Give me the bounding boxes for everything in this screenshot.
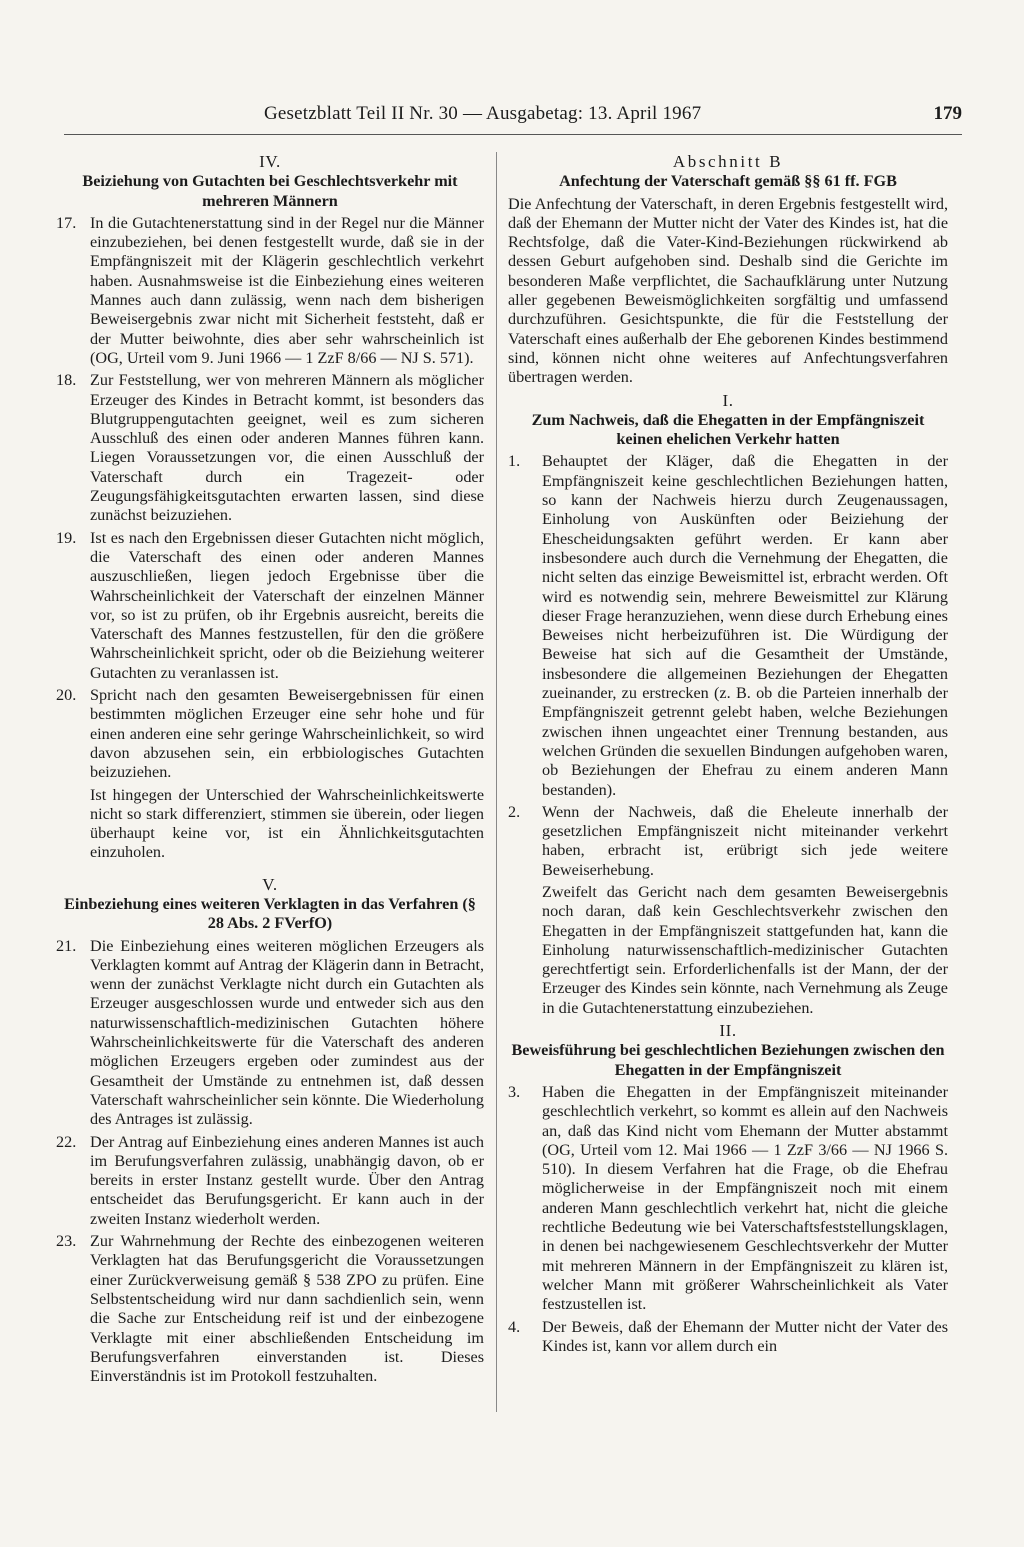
paragraph-text: Der Antrag auf Einbeziehung eines anderen Mannes ist auch im Berufungsverfahren zulässig, unabhängig davon, ob er bereits in erster Instanz gestellt wurde. Über den Antrag entscheidet das Berufungsgericht. Er kann auch in der zweiten Instanz wiederholt werden.	[90, 1132, 484, 1228]
paragraph-number: 20.	[56, 686, 77, 705]
paragraph-20	[56, 686, 484, 782]
section-numeral-ii: II.	[719, 1021, 737, 1041]
paragraph-number: 17.	[56, 213, 77, 232]
column-divider	[496, 152, 497, 1412]
paragraph-2	[508, 803, 948, 880]
paragraph-number: 4.	[508, 1317, 521, 1336]
paragraph-2-continuation: Zweifelt das Gericht nach dem gesamten Beweisergebnis noch daran, daß kein Geschlechtsverkehr zwischen den Ehegatten in der Empfängniszeit stattgefunden hat, kann die Einholung naturwissenschaftlich-medizinischer Gutachten gerechtfertigt sein. Erforderlichenfalls ist der Mann, der der Erzeuger des Kindes sein könnte, nach Vernehmung als Zeuge in die Gutachtenerstattung einzubeziehen.	[542, 882, 948, 1017]
section-b-intro: Die Anfechtung der Vaterschaft, in deren Ergebnis festgestellt wird, daß der Ehemann der Mutter nicht der Vater des Kindes ist, hat die Rechtsfolge, daß die Vater-Kind-Beziehungen rückwirkend ab dessen Geburt aufgehoben sind. Deshalb sind die Gerichte im besonderen Maße verpflichtet, die Sachaufklärung unter Nutzung aller gegebenen Beweismöglichkeiten sorgfältig und umfassend durchzuführen. Gesichtspunkte, die für die Feststellung der Vaterschaft eines außerhalb der Ehe geborenen Kindes bestimmend sind, können nicht ohne weiteres auf Anfechtungsverfahren übertragen werden.	[508, 194, 948, 387]
paragraph-21	[56, 937, 484, 1130]
paragraph-number: 3.	[508, 1082, 521, 1101]
paragraph-text: In die Gutachtenerstattung sind in der Regel nur die Männer einzubeziehen, bei denen festgestellt wurde, daß sie in der Empfängniszeit mit der Klägerin geschlechtlich verkehrt haben. Ausnahmsweise ist die Einbeziehung eines weiteren Mannes auch dann zulässig, wenn nach dem bisherigen Beweisergebnis zwar nicht mit Sicherheit feststeht, daß er der Mutter beiwohnte, dies aber sehr wahrscheinlich ist (OG, Urteil vom 9. Juni 1966 — 1 ZzF 8/66 — NJ S. 571).	[90, 213, 484, 367]
paragraph-4	[508, 1318, 948, 1357]
page-number: 179	[933, 103, 962, 124]
section-numeral-i: I.	[722, 390, 734, 410]
section-label-b: Abschnitt B	[672, 152, 784, 171]
paragraph-text: Zur Feststellung, wer von mehreren Männern als möglicher Erzeuger des Kindes in Betracht kommt, ist besonders das Blutgruppengutachten geeignet, weil es zum sicheren Ausschluß des einen oder anderen Mannes führen kann. Liegen Voraussetzungen vor, die einen Ausschluß der Vaterschaft durch ein Tragezeit- oder Zeugungsfähigkeitsgutachten erwarten lassen, sind diese zunächst beizuziehen.	[90, 371, 484, 525]
section-numeral-v: V.	[262, 874, 278, 894]
right-column	[508, 152, 948, 1359]
paragraph-18	[56, 371, 484, 525]
left-column	[56, 152, 484, 1389]
paragraph-number: 18.	[56, 371, 77, 390]
paragraph-17	[56, 214, 484, 368]
gazette-header-title: Gesetzblatt Teil II Nr. 30 — Ausgabetag: 13. April 1967	[264, 103, 702, 124]
paragraph-number: 22.	[56, 1132, 77, 1151]
paragraph-number: 1.	[508, 452, 521, 471]
paragraph-text: Der Beweis, daß der Ehemann der Mutter nicht der Vater des Kindes ist, kann vor allem durch ein	[542, 1317, 948, 1355]
section-heading-ii: Beweisführung bei geschlechtlichen Beziehungen zwischen den Ehegatten in der Empfängniszeit	[511, 1041, 945, 1079]
paragraph-3	[508, 1083, 948, 1315]
paragraph-number: 23.	[56, 1232, 77, 1251]
paragraph-number: 19.	[56, 528, 77, 547]
paragraph-text: Wenn der Nachweis, daß die Eheleute innerhalb der gesetzlichen Empfängniszeit nicht miteinander verkehrt haben, erbracht ist, erübrigt sich jede weitere Beweiserhebung.	[542, 802, 948, 879]
paragraph-19	[56, 529, 484, 683]
section-numeral-iv: IV.	[259, 152, 281, 171]
section-heading-b: Anfechtung der Vaterschaft gemäß §§ 61 ff. FGB	[559, 172, 897, 191]
section-heading-i: Zum Nachweis, daß die Ehegatten in der Empfängniszeit keinen ehelichen Verkehr hatten	[531, 410, 925, 449]
paragraph-20-continuation: Ist hingegen der Unterschied der Wahrscheinlichkeitswerte nicht so stark differenziert, stimmen sie überein, oder liegen überhaupt keine vor, ist ein Ähnlichkeitsgutachten einzuholen.	[90, 785, 484, 862]
section-heading-iv: Beiziehung von Gutachten bei Geschlechtsverkehr mit mehreren Männern	[82, 172, 458, 210]
section-heading-v: Einbeziehung eines weiteren Verklagten in das Verfahren (§ 28 Abs. 2 FVerfO)	[64, 894, 476, 933]
paragraph-text: Ist es nach den Ergebnissen dieser Gutachten nicht möglich, die Vaterschaft des einen oder anderen Mannes auszuschließen, liegen jedoch Ergebnisse über die Wahrscheinlichkeit der Vaterschaft der einzelnen Männer vor, so ist zu prüfen, ob ihr Ergebnis ausreicht, bereits die Vaterschaft des Mannes festzustellen, für den die größere Wahrscheinlichkeit spricht, oder ob die Beiziehung weiterer Gutachten zu veranlassen ist.	[90, 528, 484, 682]
paragraph-text: Spricht nach den gesamten Beweisergebnissen für einen bestimmten möglichen Erzeuger eine sehr hohe und für einen anderen eine sehr geringe Wahrscheinlichkeit, so wird davon abzusehen sein, ein erbbiologisches Gutachten beizuziehen.	[90, 686, 484, 782]
header-rule	[64, 134, 962, 135]
paragraph-number: 2.	[508, 802, 521, 821]
paragraph-number: 21.	[56, 936, 77, 955]
page-header	[64, 103, 962, 133]
paragraph-22	[56, 1133, 484, 1229]
paragraph-23	[56, 1232, 484, 1386]
paragraph-text: Zur Wahrnehmung der Rechte des einbezogenen weiteren Verklagten hat das Berufungsgericht die Voraussetzungen einer Zurückverweisung gemäß § 538 ZPO zu prüfen. Eine Selbstentscheidung wird nur dann sachdienlich sein, wenn die Sache zur Entscheidung reif ist und der einbezogene Verklagte mit einer abschließenden Entscheidung im Berufungsverfahren einverstanden ist. Dieses Einverständnis ist im Protokoll festzuhalten.	[90, 1232, 484, 1386]
paragraph-text: Die Einbeziehung eines weiteren möglichen Erzeugers als Verklagten kommt auf Antrag der Klägerin dann in Betracht, wenn der zunächst Verklagte nicht durch ein Gutachten als Erzeuger ausgeschlossen wurde und entweder sich aus den naturwissenschaftlich-medizinischen Gutachten höhere Wahrscheinlichkeitswerte für die Vaterschaft des anderen möglichen Erzeugers ergeben oder zumindest aus der Gesamtheit der Umstände zu entnehmen ist, daß dessen Vaterschaft wahrscheinlicher sein könnte. Die Wiederholung des Antrages ist zulässig.	[90, 936, 484, 1129]
paragraph-text: Haben die Ehegatten in der Empfängniszeit miteinander geschlechtlich verkehrt, so kommt es allein auf den Nachweis an, daß das Kind nicht vom Ehemann der Mutter abstammt (OG, Urteil vom 12. Mai 1966 — 1 ZzF 3/66 — NJ 1966 S. 510). In diesem Verfahren hat die Frage, ob die Ehefrau möglicherweise in der Empfängniszeit noch mit einem anderen Mann geschlechtlich verkehrt hat, nicht die gleiche rechtliche Bedeutung wie bei Vaterschaftsfeststellungsklagen, in denen bei nachgewiesenem Geschlechtsverkehr der Mutter mit mehreren Männern in der Empfängniszeit zu klären ist, welcher Mann mit größerer Wahrscheinlichkeit als Vater festzustellen ist.	[542, 1082, 948, 1314]
paragraph-1	[508, 452, 948, 799]
paragraph-text: Behauptet der Kläger, daß die Ehegatten in der Empfängniszeit keine geschlechtlichen Beziehungen hatten, so kann der Nachweis hierzu durch Zeugenaussagen, Einholung von Auskünften oder Beiziehung der Ehescheidungsakten geführt werden. Er kann aber insbesondere auch durch die Vernehmung der Ehegatten, die nicht selten das einzige Beweismittel ist, erbracht werden. Oft wird es notwendig sein, mehrere Beweismittel zur Klärung dieser Frage heranzuziehen, wenn diese durch Erhebung eines Beweises nicht herbeizuführen ist. Die Würdigung der Beweise hat sich auf die Gesamtheit der Umstände, insbesondere die allgemeinen Beziehungen der Ehegatten zueinander, zu erstrecken (z. B. ob die Parteien innerhalb der Empfängniszeit getrennt gelebt haben, welche Beziehungen zwischen ihnen ungeachtet einer Trennung bestanden, aus welchen Gründen die sexuellen Bindungen aufgehoben waren, ob Beziehungen der Ehefrau zu einem anderen Mann bestanden).	[542, 452, 948, 799]
